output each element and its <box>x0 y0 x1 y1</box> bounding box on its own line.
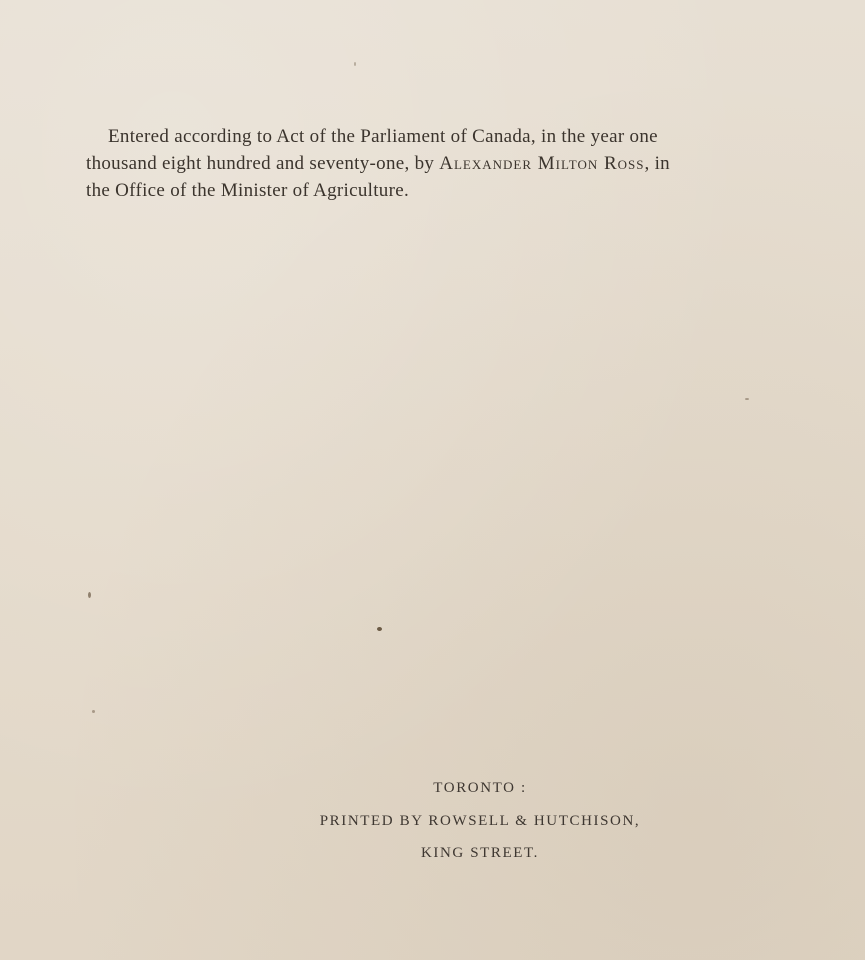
copyright-line-2-end: , in <box>644 153 670 174</box>
copyright-line-1: Entered according to Act of the Parliament of Canada, in the year one <box>108 126 658 147</box>
paper-speck <box>745 398 749 400</box>
imprint-printer: PRINTED BY ROWSELL & HUTCHISON, <box>319 813 641 829</box>
paper-speck <box>92 710 95 713</box>
paper-speck <box>354 62 356 66</box>
copyright-notice <box>86 123 826 204</box>
author-name: Alexander Milton Ross <box>439 153 645 174</box>
paper-speck <box>88 592 91 598</box>
copyright-line-3: the Office of the Minister of Agriculture. <box>86 180 410 201</box>
copyright-line-2-text: thousand eight hundred and seventy-one, by <box>86 153 440 174</box>
imprint-street: KING STREET. <box>420 845 540 861</box>
imprint-city: TORONTO : <box>433 780 527 796</box>
copyright-line-2 <box>86 150 826 177</box>
paper-speck <box>377 627 382 631</box>
